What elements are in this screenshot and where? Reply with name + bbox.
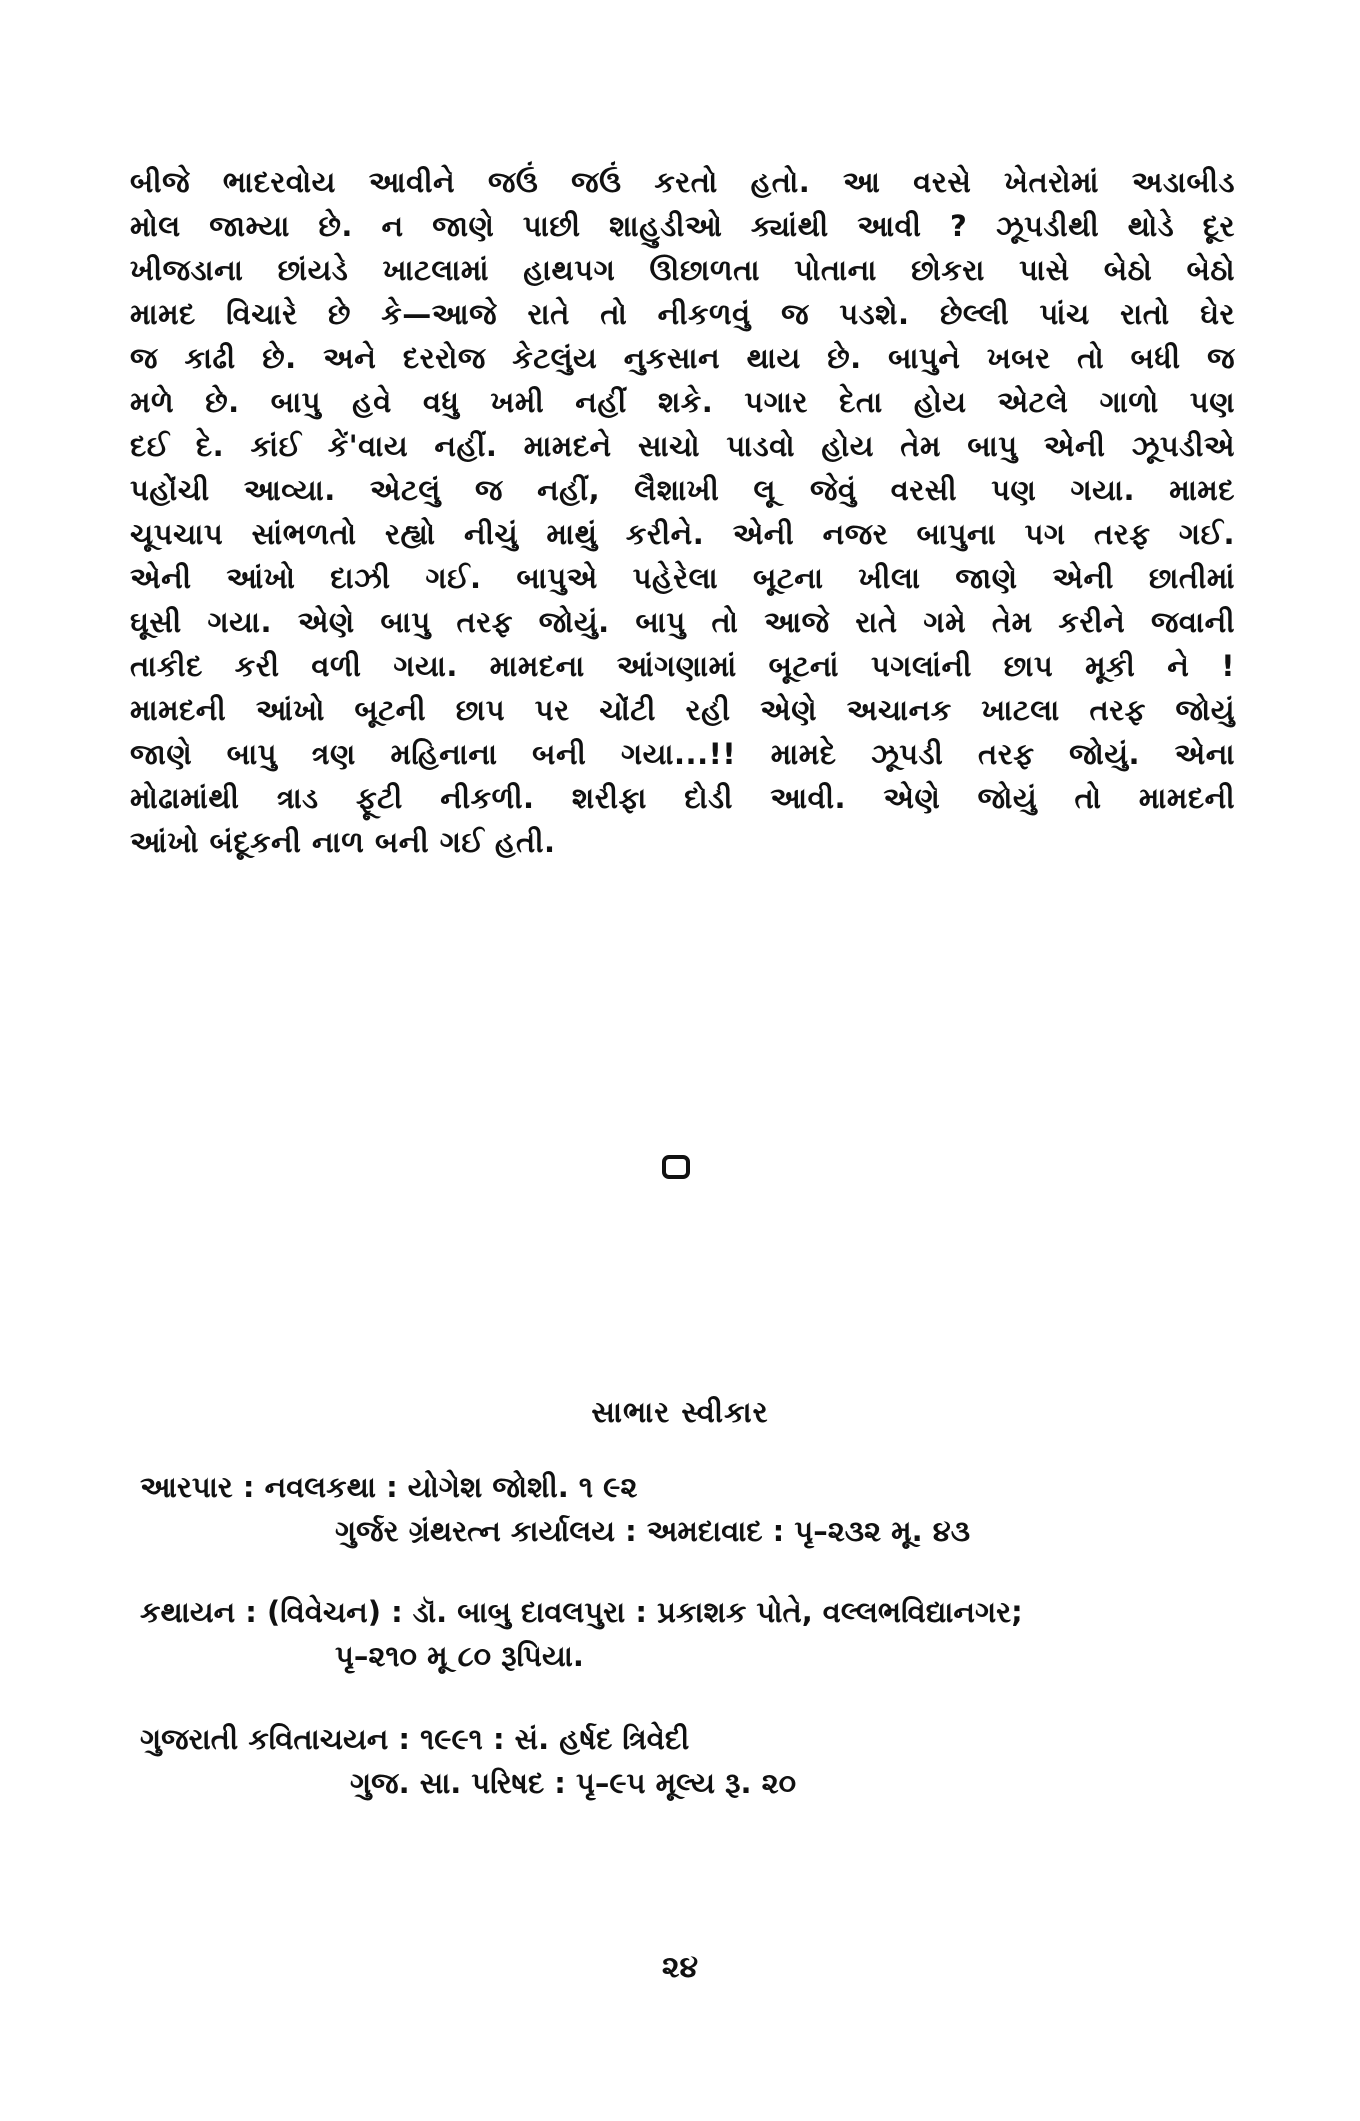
acknowledgement-entry-aarpaar xyxy=(140,1465,1260,1553)
text-line-5: જ કાઢી છે. અને દરરોજ કેટલુંય નુકસાન થાય છે. બાપુને ખબર તો બધી જ xyxy=(130,341,1235,375)
entry-line: ગુજ. સા. પરિષદ : પૃ–૯૫ મૂલ્ય રૂ. ૨૦ xyxy=(350,1766,797,1800)
entry-line: કથાયન : (વિવેચન) : ડૉ. બાબુ દાવલપુરા : પ્રકાશક પોતે, વલ્લભવિદ્યાનગર; xyxy=(140,1595,1023,1629)
text-line-15: મોઢામાંથી ત્રાડ ફૂટી નીકળી. શરીફા દોડી આવી. એણે જોયું તો મામદની xyxy=(130,781,1235,815)
story-text xyxy=(130,160,1235,864)
entry-line: પૃ–૨૧૦ મૂ ૮૦ રૂપિયા. xyxy=(335,1639,584,1673)
page-number: ૨૪ xyxy=(661,1950,699,1985)
text-line-3: ખીજડાના છાંયડે ખાટલામાં હાથપગ ઊછાળતા પોતાના છોકરા પાસે બેઠો બેઠો xyxy=(130,253,1235,287)
text-line-14: જાણે બાપુ ત્રણ મહિનાના બની ગયા...!! મામદે ઝૂપડી તરફ જોયું. એના xyxy=(130,737,1235,771)
acknowledgement-heading: સાભાર સ્વીકાર xyxy=(591,1395,769,1429)
text-line-6: મળે છે. બાપુ હવે વધુ ખમી નહીં શકે. પગાર દેતા હોય એટલે ગાળો પણ xyxy=(130,385,1235,419)
text-line-8: પહોંચી આવ્યા. એટલું જ નહીં, લૈશાખી લૂ જેવું વરસી પણ ગયા. મામદ xyxy=(130,473,1235,507)
text-line-7: દઈ દે. કાંઈ કેં'વાય નહીં. મામદને સાચો પાડવો હોય તેમ બાપુ એની ઝૂપડીએ xyxy=(130,429,1235,463)
acknowledgement-entry-kathayan xyxy=(140,1590,1260,1678)
entry-line: ગુર્જર ગ્રંથરત્ન કાર્યાલય : અમદાવાદ : પૃ–૨૩૨ મૂ. ૪૩ xyxy=(335,1514,971,1548)
text-line-4: મામદ વિચારે છે કે—આજે રાતે તો નીકળવું જ પડશે. છેલ્લી પાંચ રાતો ઘેર xyxy=(130,297,1235,331)
text-line-12: તાકીદ કરી વળી ગયા. મામદના આંગણામાં બૂટનાં પગલાંની છાપ મૂકી ને ! xyxy=(130,649,1235,683)
entry-line: આરપાર : નવલકથા : યોગેશ જોશી. ૧ ૯૨ xyxy=(140,1470,638,1504)
text-line-13: મામદની આંખો બૂટની છાપ પર ચોંટી રહી એણે અચાનક ખાટલા તરફ જોયું xyxy=(130,693,1235,727)
text-line-10: એની આંખો દાઝી ગઈ. બાપુએ પહેરેલા બૂટના ખીલા જાણે એની છાતીમાં xyxy=(130,561,1235,595)
text-line-2: મોલ જામ્યા છે. ન જાણે પાછી શાહુડીઓ ક્યાંથી આવી ? ઝૂપડીથી થોડે દૂર xyxy=(130,209,1235,243)
text-line-1: બીજે ભાદરવોય આવીને જઉં જઉં કરતો હતો. આ વરસે ખેતરોમાં અડાબીડ xyxy=(130,165,1235,199)
text-line-11: ઘૂસી ગયા. એણે બાપુ તરફ જોયું. બાપુ તો આજે રાતે ગમે તેમ કરીને જવાની xyxy=(130,605,1235,639)
text-line-16: આંખો બંદૂકની નાળ બની ગઈ હતી. xyxy=(130,825,556,859)
section-break-ornament xyxy=(662,1155,690,1179)
text-line-9: ચૂપચાપ સાંભળતો રહ્યો નીચું માથું કરીને. એની નજર બાપુના પગ તરફ ગઈ. xyxy=(130,517,1235,551)
entry-line: ગુજરાતી કવિતાચયન : ૧૯૯૧ : સં. હર્ષદ ત્રિવેદી xyxy=(140,1722,690,1756)
acknowledgement-entry-kavitachayan xyxy=(140,1717,1260,1805)
